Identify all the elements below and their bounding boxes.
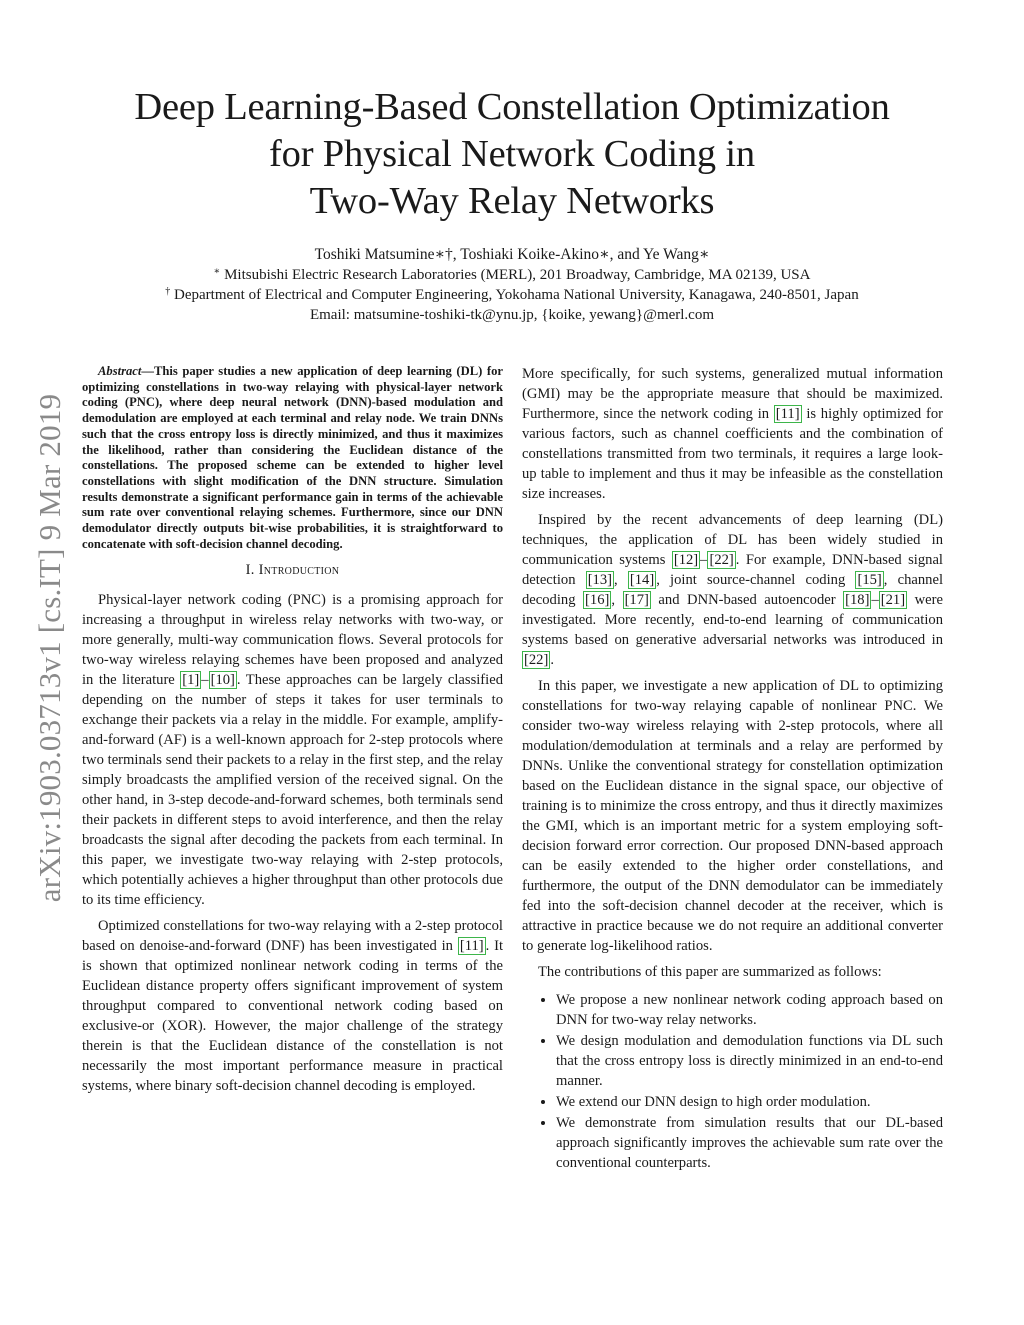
citation-link[interactable]: [22] xyxy=(709,552,734,568)
citation-link[interactable]: [12] xyxy=(673,552,699,568)
title-line-3: Two-Way Relay Networks xyxy=(309,180,715,222)
abstract-dash: — xyxy=(141,364,154,378)
text-run: More specifically, for such systems, generalized mutual information (GMI) may be the appropriate measure that should be maximized. Furthermore, since the network coding in xyxy=(522,366,943,422)
intro-paragraph-2 xyxy=(82,916,503,1096)
citation-link[interactable]: [14] xyxy=(629,572,655,588)
paper-title xyxy=(60,84,964,225)
text-run: – xyxy=(201,672,209,689)
text-run: , xyxy=(611,592,623,608)
intro-paragraph-5: In this paper, we investigate a new application of DL to optimizing constellations for two-way relaying capable of nonlinear PNC. We consider two-way wireless relaying with 2-step protocols, where all modulation/demodulation at terminals and a relay are performed by DNNs. Unlike the conventional strategy for constellation optimization based on the Euclidean distance in the signal space, our objective of training is to minimize the cross entropy, and thus it directly maximizes the GMI, which is an important metric for a system employing soft-decision forward error correction. Our proposed DNN-based approach can be easily extended to the higher order constellations, and furthermore, the output of the DNN demodulator can be immediately fed into the soft-decision channel decoder at the receiver, which is attractive in practice because we do not require an additional converter to generate log-likelihood ratios. xyxy=(522,678,943,954)
left-column xyxy=(82,364,503,1102)
list-item: • We propose a new nonlinear network coding approach based on DNN for two-way relay networks. xyxy=(556,990,943,1030)
text-run: and DNN-based autoencoder xyxy=(650,592,844,608)
citation-link[interactable]: [18] xyxy=(845,592,870,608)
text-run: – xyxy=(700,552,708,568)
text-run: . xyxy=(550,652,554,668)
text-run: Optimized constellations for two-way relaying with a 2-step protocol based on denoise-and-forward (DNF) has been investigated in xyxy=(82,918,503,955)
section-number: I. xyxy=(245,562,259,579)
author-block xyxy=(60,245,964,325)
contributions-list xyxy=(522,990,943,1173)
citation-link[interactable]: [13] xyxy=(587,572,613,588)
list-item: • We design modulation and demodulation functions via DL such that the cross entropy loss is directly minimized in an end-to-end manner. xyxy=(556,1031,943,1091)
affiliation-mark-star: ∗ xyxy=(213,266,221,277)
text-run: , joint source-channel coding xyxy=(656,572,856,588)
citation-link[interactable]: [11] xyxy=(459,938,484,955)
text-run: , xyxy=(614,572,628,588)
text-run: . It is shown that optimized nonlinear network coding in terms of the Euclidean distance property offers significant improvement of system throughput compared to conventional network coding based on exclusive-or (XOR). However, the major challenge of the strategy therein is that the Euclidean distance of the constellation is not necessarily the most important performance measure in practical systems, where binary soft-decision channel decoding is employed. xyxy=(82,938,504,1095)
text-run: . For example, DNN-based signal detection xyxy=(522,552,943,588)
abstract xyxy=(82,364,503,552)
citation-link[interactable]: [16] xyxy=(585,592,610,608)
intro-paragraph-3 xyxy=(522,364,943,504)
citation-link[interactable]: [10] xyxy=(210,672,235,689)
text-run: . These approaches can be largely classified depending on the number of steps it takes for user terminals to exchange their packets via a relay in the middle. For example, amplify-and-forward (AF) is a well-known approach for 2-step protocols where two terminals send their packets to a relay in the first step, and the relay simply broadcasts the amplified version of the received signal. On the other hand, in 3-step decode-and-forward schemes, both terminals send their packets in different steps to avoid interference, and then the relay broadcasts the signal after decoding the packets from each terminal. In this paper, we investigate two-way relaying with 2-step protocols, which potentially achieves a higher throughput than other protocols due to its time efficiency. xyxy=(82,672,503,909)
affiliation-ynu-text: Department of Electrical and Computer Engineering, Yokohama National University, Kanagawa, 240-8501, Japan xyxy=(170,287,859,303)
right-column xyxy=(522,364,943,1174)
citation-link[interactable]: [22] xyxy=(524,652,549,668)
section-heading-introduction xyxy=(82,560,503,580)
author-email: Email: matsumine-toshiki-tk@ynu.jp, {koike, yewang}@merl.com xyxy=(309,307,715,323)
title-line-2: for Physical Network Coding in xyxy=(269,133,755,175)
text-run: , channel decoding xyxy=(522,572,944,608)
citation-link[interactable]: [11] xyxy=(775,406,800,422)
affiliation-mark-dagger: † xyxy=(165,286,171,297)
title-line-1: Deep Learning-Based Constellation Optimization xyxy=(134,86,890,128)
citation-link[interactable]: [17] xyxy=(624,592,649,608)
affiliation-merl-text: Mitsubishi Electric Research Laboratories (MERL), 201 Broadway, Cambridge, MA 02139, USA xyxy=(220,267,811,283)
arxiv-identifier: arXiv:1903.03713v1 [cs.IT] 9 Mar 2019 xyxy=(32,393,67,903)
text-run: were investigated. More recently, end-to-end learning of communication systems based on generative adversarial networks was introduced in xyxy=(522,592,943,648)
affiliation-merl xyxy=(60,265,964,285)
abstract-text: This paper studies a new application of deep learning (DL) for optimizing constellations in two-way relaying with physical-layer network coding (PNC), where deep neural network (DNN)-based modulation and demodulation are employed at each terminal and relay node. We train DNNs such that the cross entropy loss is directly minimized, and thus it maximizes the likelihood, rather than considering the Euclidean distance of the constellations. The proposed scheme can be extended to higher level constellations with slight modification of the DNN structure. Simulation results demonstrate a significant performance gain in terms of the achievable sum rate over conventional relaying schemes. Furthermore, since our DNN demodulator directly outputs bit-wise probabilities, it is straightforward to concatenate with soft-decision channel decoding. xyxy=(82,364,503,551)
intro-paragraph-1 xyxy=(82,590,503,910)
text-run: Physical-layer network coding (PNC) is a promising approach for increasing a throughput in wireless relay networks with two-way, or more generally, multi-way communication flows. Several protocols for two-way wireless relaying schemes have been proposed and analyzed in the literature xyxy=(82,592,503,689)
text-run: is highly optimized for various factors, such as channel coefficients and the combination of constellations transmitted from two terminals, it requires a large look-up table to implement and thus it may be infeasible as the constellation size increases. xyxy=(522,406,943,502)
text-run: Inspired by the recent advancements of deep learning (DL) techniques, the application of DL has been widely studied in communication systems xyxy=(522,512,943,568)
intro-paragraph-4 xyxy=(522,510,943,670)
affiliation-ynu xyxy=(60,285,964,305)
list-item: • We extend our DNN design to high order modulation. xyxy=(556,1092,943,1112)
contributions-intro: The contributions of this paper are summarized as follows: xyxy=(538,964,882,980)
text-run: – xyxy=(871,592,879,608)
citation-link[interactable]: [15] xyxy=(857,572,882,588)
abstract-label: Abstract xyxy=(98,364,142,378)
citation-link[interactable]: [1] xyxy=(182,672,200,689)
author-names: Toshiki Matsumine∗†, Toshiaki Koike-Akino∗, and Ye Wang∗ xyxy=(314,246,710,263)
list-item: • We demonstrate from simulation results that our DL-based approach significantly improves the achievable sum rate over the conventional counterparts. xyxy=(556,1113,943,1173)
citation-link[interactable]: [21] xyxy=(880,592,906,608)
section-title: Introduction xyxy=(258,562,340,579)
